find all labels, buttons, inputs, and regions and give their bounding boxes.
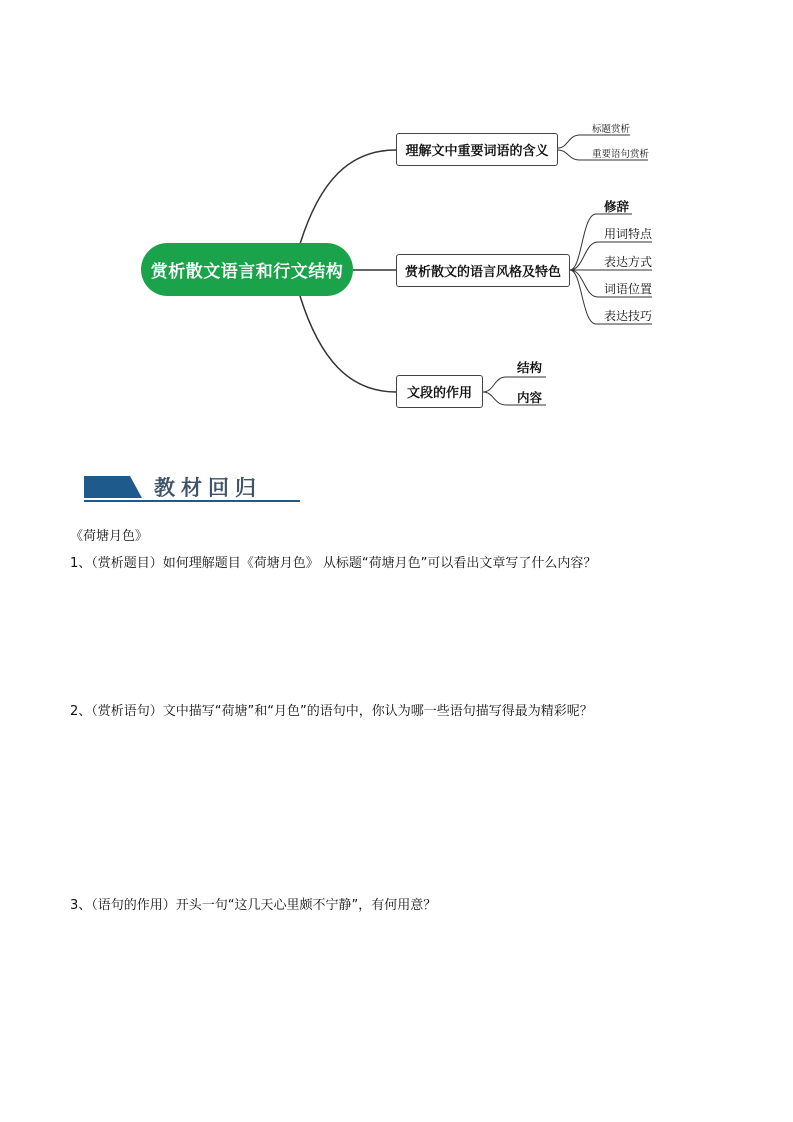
question-1: 1、（赏析题目）如何理解题目《荷塘月色》 从标题“荷塘月色”可以看出文章写了什么内容？ [70, 556, 597, 571]
section-header [84, 470, 300, 503]
leaf-word-features: 用词特点 [604, 227, 653, 241]
leaf-expression-technique: 表达技巧 [604, 309, 653, 323]
branch-3-box: 文段的作用 [396, 375, 483, 408]
connector-root-branch-1 [300, 150, 396, 244]
leaf-expression-mode: 表达方式 [604, 255, 653, 269]
text-title: 《荷塘月色》 [70, 529, 149, 544]
section-underline [84, 500, 300, 502]
leaf-structure: 结构 [517, 360, 543, 375]
section-title: 教材回归 [154, 475, 262, 500]
leaf-title-analysis: 标题赏析 [592, 124, 631, 135]
mind-map-root: 赏析散文语言和行文结构 [141, 243, 353, 296]
section-header-bar-icon [84, 476, 142, 498]
mind-map [0, 0, 793, 440]
branch-2-box: 赏析散文的语言风格及特色 [396, 254, 570, 287]
branch-1-box: 理解文中重要词语的含义 [396, 133, 558, 166]
question-2: 2、（赏析语句）文中描写“荷塘”和“月色”的语句中，你认为哪一些语句描写得最为精彩呢？ [70, 704, 593, 719]
leaf-word-position: 词语位置 [604, 282, 653, 296]
leaf-rhetoric: 修辞 [604, 199, 630, 214]
connector-root-branch-3 [300, 296, 396, 392]
leaf-key-sentence-analysis: 重要语句赏析 [592, 149, 650, 160]
leaf-content: 内容 [517, 390, 543, 405]
mind-map-connectors [0, 0, 793, 440]
question-3: 3、（语句的作用）开头一句“这几天心里颇不宁静”，有何用意？ [70, 898, 437, 913]
